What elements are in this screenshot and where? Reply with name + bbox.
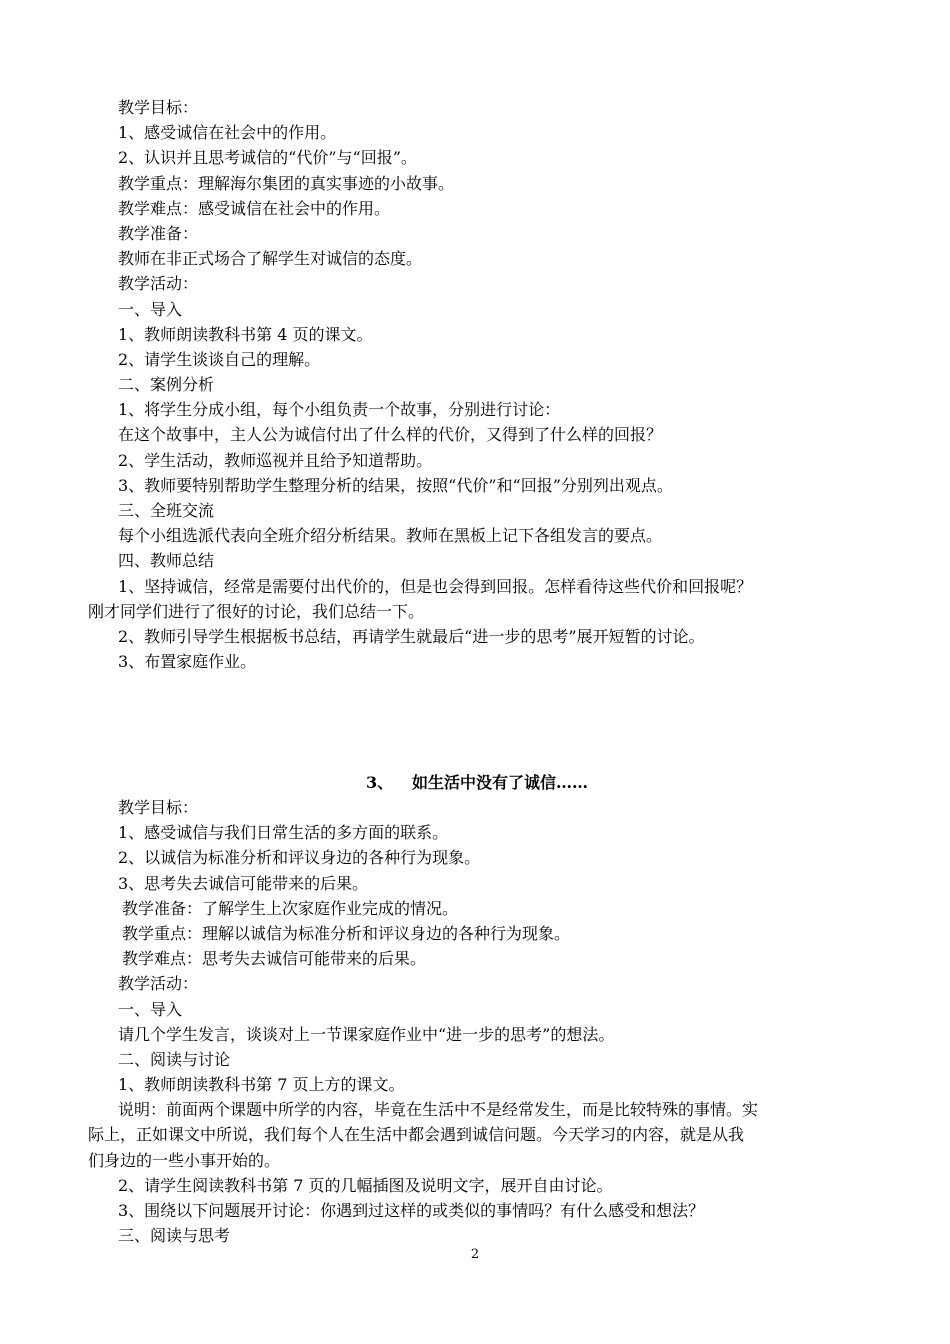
text-line: 每个小组选派代表向全班介绍分析结果。教师在黑板上记下各组发言的要点。 — [118, 526, 663, 546]
text-line: 三、全班交流 — [118, 501, 215, 520]
lesson-number: 3、 — [366, 773, 394, 792]
lesson-plan-section-1 — [88, 95, 878, 674]
text-line: 1、感受诚信与我们日常生活的多方面的联系。 — [118, 823, 449, 843]
text-line: 3、思考失去诚信可能带来的后果。 — [118, 873, 369, 893]
text-line: 教学目标： — [118, 798, 199, 817]
text-line: 2、教师引导学生根据板书总结，再请学生就最后“进一步的思考”展开短暂的讨论。 — [118, 626, 705, 646]
text-line: 3、围绕以下问题展开讨论：你遇到过这样的或类似的事情吗？有什么感受和想法？ — [118, 1201, 705, 1220]
text-line: 际上，正如课文中所说，我们每个人在生活中都会遇到诚信问题。今天学习的内容，就是从我 — [88, 1125, 745, 1145]
text-line: 2、请学生谈谈自己的理解。 — [118, 349, 321, 369]
text-line: 1、将学生分成小组，每个小组负责一个故事，分别进行讨论： — [118, 400, 561, 420]
text-line: 说明：前面两个课题中所学的内容，毕竟在生活中不是经常发生，而是比较特殊的事情。实 — [118, 1100, 759, 1120]
text-line: 教学准备：了解学生上次家庭作业完成的情况。 — [122, 898, 459, 918]
text-line: 3、教师要特别帮助学生整理分析的结果，按照“代价”和“回报”分别列出观点。 — [118, 475, 673, 495]
text-line: 2、以诚信为标准分析和评议身边的各种行为现象。 — [118, 848, 481, 868]
text-line: 教师在非正式场合了解学生对诚信的态度。 — [118, 249, 423, 269]
text-line: 1、教师朗读教科书第 4 页的课文。 — [118, 324, 373, 344]
text-line: 1、感受诚信在社会中的作用。 — [118, 123, 337, 143]
text-line: 1、教师朗读教科书第 7 页上方的课文。 — [118, 1075, 405, 1095]
text-line: 教学难点：思考失去诚信可能带来的后果。 — [122, 949, 427, 969]
text-line: 二、案例分析 — [118, 375, 215, 395]
text-line: 教学准备： — [118, 223, 199, 243]
text-line: 四、教师总结 — [118, 551, 215, 571]
text-line: 请几个学生发言，谈谈对上一节课家庭作业中“进一步的思考”的想法。 — [118, 1024, 615, 1044]
text-line: 在这个故事中，主人公为诚信付出了什么样的代价，又得到了什么样的回报？ — [118, 425, 663, 445]
text-line: 们身边的一些小事开始的。 — [88, 1150, 281, 1170]
text-line: 刚才同学们进行了很好的讨论，我们总结一下。 — [88, 601, 425, 621]
text-line: 3、布置家庭作业。 — [118, 652, 257, 672]
text-line: 教学难点：感受诚信在社会中的作用。 — [118, 198, 391, 218]
text-line: 2、认识并且思考诚信的“代价”与“回报”。 — [118, 148, 417, 168]
text-line: 教学重点：理解海尔集团的真实事迹的小故事。 — [118, 173, 455, 193]
text-line: 教学活动： — [118, 974, 199, 994]
text-line: 2、学生活动，教师巡视并且给予知道帮助。 — [118, 450, 433, 470]
lesson-plan-section-2 — [88, 795, 878, 1248]
text-line: 一、导入 — [118, 299, 183, 319]
text-line: 教学活动： — [118, 274, 199, 294]
text-line: 二、阅读与讨论 — [118, 1049, 231, 1069]
text-line: 教学重点：理解以诚信为标准分析和评议身边的各种行为现象。 — [122, 923, 571, 943]
page-number: 2 — [470, 1247, 480, 1262]
text-line: 教学目标： — [118, 98, 199, 117]
text-line: 1、坚持诚信，经常是需要付出代价的，但是也会得到回报。怎样看待这些代价和回报呢？ — [118, 576, 753, 596]
text-line: 2、请学生阅读教科书第 7 页的几幅插图及说明文字，展开自由讨论。 — [118, 1175, 613, 1195]
lesson-title-text: 如生活中没有了诚信…… — [412, 773, 589, 792]
text-line: 一、导入 — [118, 999, 183, 1019]
text-line: 三、阅读与思考 — [118, 1226, 231, 1246]
